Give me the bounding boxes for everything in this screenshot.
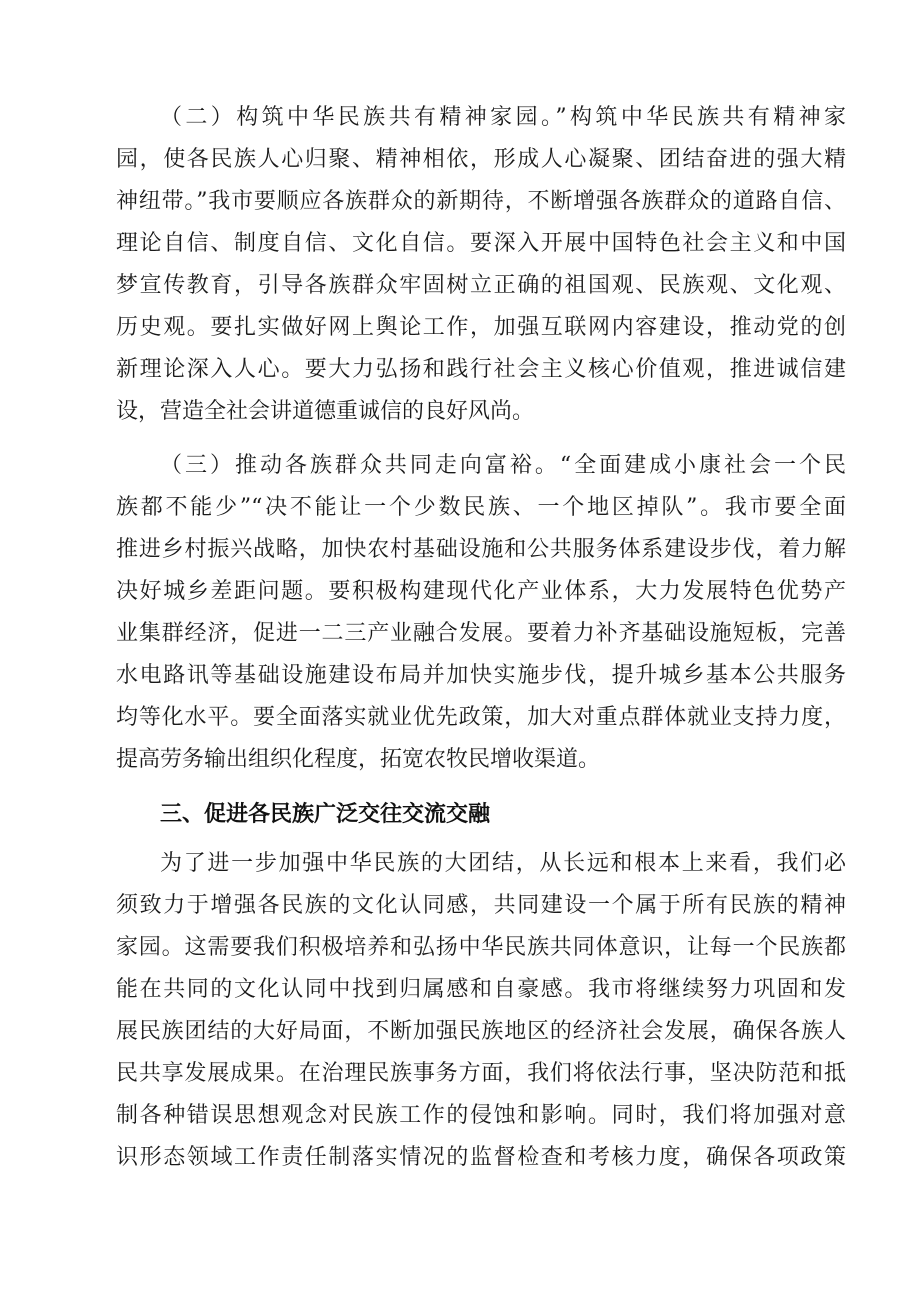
paragraph-line: 历史观。要扎实做好网上舆论工作，加强互联网内容建设，推动党的创 (116, 315, 846, 340)
paragraph-line: 能在共同的文化认同中找到归属感和自豪感。我市将继续努力巩固和发 (116, 977, 846, 1002)
paragraph-line: 水电路讯等基础设施建设布局并加快实施步伐，提升城乡基本公共服务 (116, 663, 846, 688)
paragraph-line: 家园。这需要我们积极培养和弘扬中华民族共同体意识，让每一个民族都 (116, 935, 846, 960)
paragraph-line: 园，使各民族人心归聚、精神相依，形成人心凝聚、团结奋进的强大精 (116, 147, 846, 172)
paragraph-line: 提高劳务输出组织化程度，拓宽农牧民增收渠道。 (116, 747, 601, 772)
paragraph-line: 梦宣传教育，引导各族群众牢固树立正确的祖国观、民族观、文化观、 (116, 273, 846, 298)
paragraph-line: 展民族团结的大好局面，不断加强民族地区的经济社会发展，确保各族人 (116, 1019, 846, 1044)
paragraph-line: 设，营造全社会讲道德重诚信的良好风尚。 (116, 399, 535, 424)
paragraph-line: 识形态领域工作责任制落实情况的监督检查和考核力度，确保各项政策 (116, 1145, 846, 1170)
paragraph-line: 业集群经济，促进一二三产业融合发展。要着力补齐基础设施短板，完善 (116, 621, 846, 646)
paragraph-line: 理论自信、制度自信、文化自信。要深入开展中国特色社会主义和中国 (116, 231, 846, 256)
paragraph-line: 民共享发展成果。在治理民族事务方面，我们将依法行事，坚决防范和抵 (116, 1061, 846, 1086)
paragraph-line: 为了进一步加强中华民族的大团结，从长远和根本上来看，我们必 (160, 851, 846, 876)
paragraph-line: （三）推动各族群众共同走向富裕。“全面建成小康社会一个民 (160, 453, 846, 478)
paragraph-line: 制各种错误思想观念对民族工作的侵蚀和影响。同时，我们将加强对意 (116, 1103, 846, 1128)
paragraph-line: （二）构筑中华民族共有精神家园。”构筑中华民族共有精神家 (160, 105, 846, 130)
paragraph-line: 神纽带。”我市要顺应各族群众的新期待，不断增强各族群众的道路自信、 (116, 189, 846, 214)
paragraph-line: 族都不能少”“决不能让一个少数民族、一个地区掉队”。我市要全面 (116, 495, 846, 520)
section-heading: 三、促进各民族广泛交往交流交融 (160, 802, 491, 827)
paragraph-line: 推进乡村振兴战略，加快农村基础设施和公共服务体系建设步伐，着力解 (116, 537, 846, 562)
paragraph-line: 须致力于增强各民族的文化认同感，共同建设一个属于所有民族的精神 (116, 893, 846, 918)
paragraph-line: 新理论深入人心。要大力弘扬和践行社会主义核心价值观，推进诚信建 (116, 357, 846, 382)
paragraph-line: 均等化水平。要全面落实就业优先政策，加大对重点群体就业支持力度， (116, 705, 846, 730)
paragraph-line: 决好城乡差距问题。要积极构建现代化产业体系，大力发展特色优势产 (116, 579, 846, 604)
